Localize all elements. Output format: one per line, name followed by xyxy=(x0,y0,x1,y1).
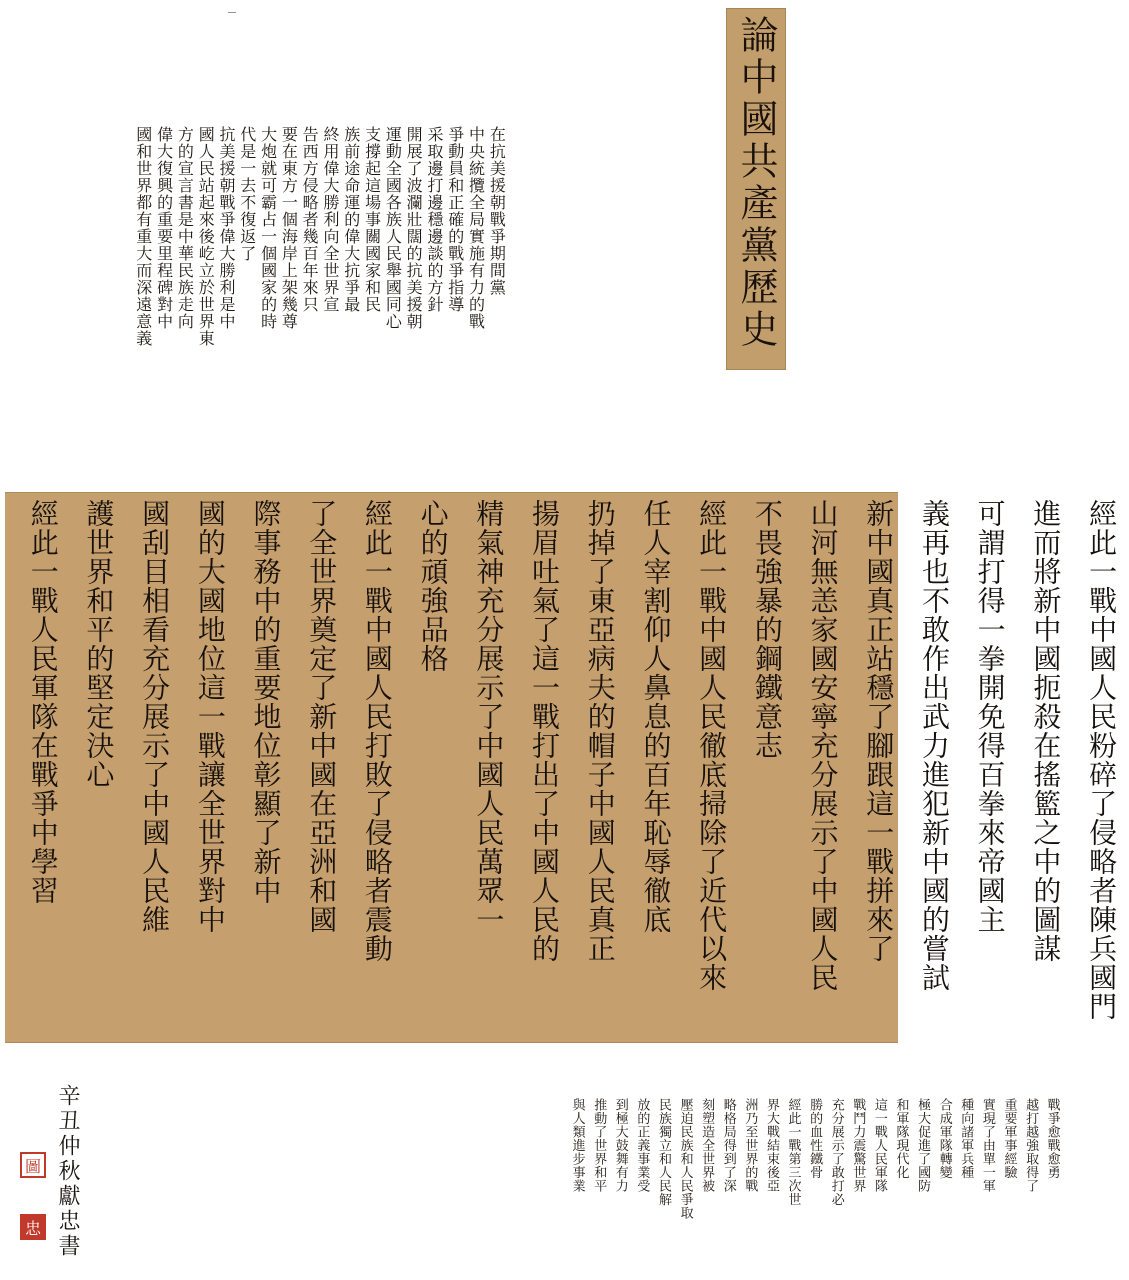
text-column: 實現了由單一軍 xyxy=(979,1098,995,1193)
text-column: 越打越強取得了 xyxy=(1023,1098,1039,1193)
text-column: 戰爭愈戰愈勇 xyxy=(1044,1098,1060,1179)
text-column: 國的大國地位這一戰讓全世界對中 xyxy=(193,499,227,934)
text-column: 戰鬥力震驚世界 xyxy=(850,1098,866,1193)
main-panel xyxy=(5,492,1119,1043)
text-column: 種向諸軍兵種 xyxy=(958,1098,974,1179)
text-column: 國和世界都有重大而深遠意義 xyxy=(133,126,153,347)
text-column: 支撐起這場事關國家和民 xyxy=(362,126,382,313)
text-column: 扔掉了東亞病夫的帽子中國人民真正 xyxy=(583,499,617,963)
text-column: 推動了世界和平 xyxy=(591,1098,607,1193)
text-column: 國人民站起來後屹立於世界東 xyxy=(196,126,216,347)
text-column: 方的宣言書是中華民族走向 xyxy=(175,126,195,330)
text-column: 進而將新中國扼殺在搖籃之中的圖謀 xyxy=(1029,499,1063,963)
text-column: 洲乃至世界的戰 xyxy=(742,1098,758,1193)
text-column: 際事務中的重要地位彰顯了新中 xyxy=(249,499,283,905)
page-title: 論中國共產黨歷史 xyxy=(734,15,778,351)
bottom-right-passage xyxy=(566,1098,1063,1220)
text-column: 新中國真正站穩了腳跟這一戰拼來了 xyxy=(862,499,896,963)
text-column: 合成軍隊轉變 xyxy=(936,1098,952,1179)
text-column: 可謂打得一拳開免得百拳來帝國主 xyxy=(973,499,1007,934)
text-column: 采取邊打邊穩邊談的方針 xyxy=(424,126,444,313)
text-column: 經此一戰第三次世 xyxy=(785,1098,801,1206)
seal-stamp-2: 忠 xyxy=(20,1214,46,1240)
text-column: 開展了波瀾壯闊的抗美援朝 xyxy=(404,126,424,330)
text-column: 在抗美援朝戰爭期間黨 xyxy=(487,126,507,296)
text-column: 充分展示了敢打必 xyxy=(828,1098,844,1206)
top-left-passage xyxy=(132,126,506,386)
text-column: 國刮目相看充分展示了中國人民維 xyxy=(138,499,172,934)
seal-stamp-1: 圖 xyxy=(20,1152,46,1178)
text-column: 精氣神充分展示了中國人民萬眾一 xyxy=(472,499,506,934)
text-column: 任人宰割仰人鼻息的百年恥辱徹底 xyxy=(639,499,673,934)
text-column: 告西方侵略者幾百年來只 xyxy=(300,126,320,313)
text-column: 山河無恙家國安寧充分展示了中國人民 xyxy=(806,499,840,992)
text-column: 極大促進了國防 xyxy=(915,1098,931,1193)
text-column: 了全世界奠定了新中國在亞洲和國 xyxy=(305,499,339,934)
title-strip xyxy=(726,8,786,370)
text-column: 略格局得到了深 xyxy=(720,1098,736,1193)
text-column: 壓迫民族和人民爭取 xyxy=(677,1098,693,1220)
text-column: 中央統攬全局實施有力的戰 xyxy=(466,126,486,330)
text-column: 界大戰結束後亞 xyxy=(763,1098,779,1193)
text-column: 這一戰人民軍隊 xyxy=(871,1098,887,1193)
text-column: 抗美援朝戰爭偉大勝利是中 xyxy=(216,126,236,330)
text-column: 心的頑強品格 xyxy=(416,499,450,673)
text-column: 經此一戰中國人民徹底掃除了近代以來 xyxy=(695,499,729,992)
text-column: 護世界和平的堅定決心 xyxy=(82,499,116,789)
text-column: 義再也不敢作出武力進犯新中國的嘗試 xyxy=(917,499,951,992)
text-column: 經此一戰人民軍隊在戰爭中學習 xyxy=(26,499,60,905)
text-column: 重要軍事經驗 xyxy=(1001,1098,1017,1179)
text-column: 刻塑造全世界被 xyxy=(699,1098,715,1193)
text-column: 不畏強暴的鋼鐵意志 xyxy=(750,499,784,760)
text-column: 到極大鼓舞有力 xyxy=(612,1098,628,1193)
text-column: 族前途命運的偉大抗爭最 xyxy=(341,126,361,313)
text-column: 勝的血性鐵骨 xyxy=(807,1098,823,1179)
signature: 辛丑仲秋獻忠書 xyxy=(55,1084,80,1259)
text-column: 經此一戰中國人民粉碎了侵略者陳兵國門 xyxy=(1085,499,1119,1021)
text-column: 大炮就可霸占一個國家的時 xyxy=(258,126,278,330)
text-column: 和軍隊現代化 xyxy=(893,1098,909,1179)
main-passage xyxy=(15,499,1129,1034)
text-column: 運動全國各族人民舉國同心 xyxy=(383,126,403,330)
text-column: 民族獨立和人民解 xyxy=(655,1098,671,1206)
text-column: 要在東方一個海岸上架幾尊 xyxy=(279,126,299,330)
text-column: 與人類進步事業 xyxy=(569,1098,585,1193)
text-column: 爭動員和正確的戰爭指導 xyxy=(445,126,465,313)
text-column: 放的正義事業受 xyxy=(634,1098,650,1193)
text-column: 偉大復興的重要里程碑對中 xyxy=(154,126,174,330)
text-column: 經此一戰中國人民打敗了侵略者震動 xyxy=(360,499,394,963)
text-column: 揚眉吐氣了這一戰打出了中國人民的 xyxy=(528,499,562,963)
text-column: 終用偉大勝利向全世界宣 xyxy=(320,126,340,313)
text-column: 代是一去不復返了 xyxy=(237,126,257,262)
margin-mark xyxy=(228,12,236,13)
